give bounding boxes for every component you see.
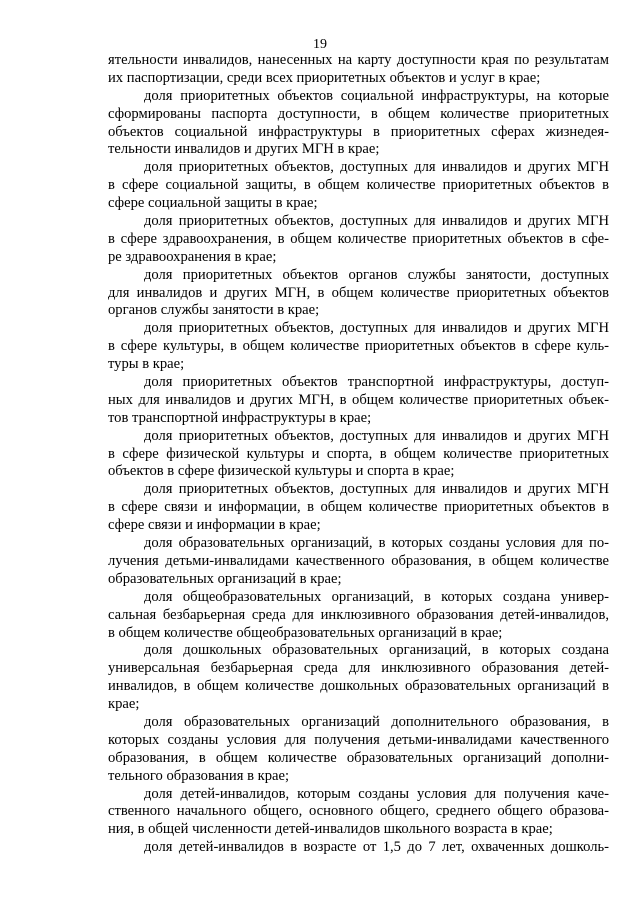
text-line: ных для инвалидов и других МГН, в общем количестве приоритетных объек- [108,391,609,408]
text-line: доля дошкольных образовательных организаций, в которых создана [144,642,609,659]
paragraph [108,159,609,213]
text-line: объектов социальной инфраструктуры в приоритетных сферах жизнедея- [108,123,609,140]
text-line: доля общеобразовательных организаций, в которых создана универ- [144,588,609,605]
text-line: доля приоритетных объектов, доступных для инвалидов и других МГН [144,427,609,444]
text-line: доля приоритетных объектов органов службы занятости, доступных [144,266,609,283]
text-line: сфере социальной защиты в крае; [108,195,318,212]
paragraph [108,428,609,482]
paragraph [108,267,609,321]
text-line: образовательных организаций в крае; [108,570,342,587]
text-line: образования, в общем количестве образовательных организаций дополни- [108,749,609,766]
text-line: в сфере физической культуры и спорта, в общем количестве приоритетных [108,445,609,462]
text-line: доля приоритетных объектов, доступных для инвалидов и других МГН [144,213,609,230]
text-line: лучения детьми-инвалидами качественного образования, в общем количестве [108,552,609,569]
text-line: туры в крае; [108,356,185,373]
text-line: тельности инвалидов и других МГН в крае; [108,141,380,158]
text-line: для инвалидов и других МГН, в общем количестве приоритетных объектов [108,284,609,301]
text-line: доля образовательных организаций, в которых созданы условия для по- [144,535,609,552]
text-line: доля детей-инвалидов, которым созданы условия для получения каче- [144,785,609,802]
text-line: тов транспортной инфраструктуры в крае; [108,409,372,426]
text-line: тельного образования в крае; [108,767,290,784]
paragraph [108,213,609,267]
text-line: ния, в общей численности детей-инвалидов школьного возраста в крае; [108,821,553,838]
text-line: в сфере культуры, в общем количестве приоритетных объектов в сфере куль- [108,338,609,355]
text-line: ственного начального общего, основного общего, среднего общего образова- [108,803,609,820]
text-line: сформированы паспорта доступности, в общем количестве приоритетных [108,105,609,122]
text-line: доля приоритетных объектов, доступных для инвалидов и других МГН [144,320,609,337]
text-line: крае; [108,696,140,713]
text-line: универсальная безбарьерная среда для инклюзивного образования детей- [108,660,609,677]
text-line: в сфере социальной защиты, в общем количестве приоритетных объектов в [108,177,609,194]
paragraph [108,642,609,714]
paragraph [108,535,609,589]
text-line: которых созданы условия для получения детьми-инвалидами качественного [108,731,609,748]
text-line: ре здравоохранения в крае; [108,248,277,265]
text-line: в сфере здравоохранения, в общем количестве приоритетных объектов в сфе- [108,230,609,247]
text-line: доля образовательных организаций дополнительного образования, в [144,713,609,730]
paragraph [108,88,609,160]
text-line: сфере связи и информации в крае; [108,517,321,534]
text-line: объектов в сфере физической культуры и спорта в крае; [108,463,455,480]
text-line: доля приоритетных объектов, доступных для инвалидов и других МГН [144,159,609,176]
document-body [108,52,609,857]
text-line: сальная безбарьерная среда для инклюзивного образования детей-инвалидов, [108,606,609,623]
paragraph [108,786,609,840]
text-line: доля детей-инвалидов в возрасте от 1,5 до 7 лет, охваченных дошколь- [144,839,609,856]
text-line: ятельности инвалидов, нанесенных на карту доступности края по результатам [108,52,609,68]
paragraph [108,714,609,786]
text-line: доля приоритетных объектов транспортной инфраструктуры, доступ- [144,374,609,391]
text-line: органов службы занятости в крае; [108,302,320,319]
text-line: доля приоритетных объектов, доступных для инвалидов и других МГН [144,481,609,498]
paragraph [108,589,609,643]
text-line: инвалидов, в общем количестве дошкольных образовательных организаций в [108,678,609,695]
paragraph [108,52,609,88]
paragraph [108,374,609,428]
page-number: 19 [313,37,327,52]
paragraph [108,320,609,374]
paragraph [108,481,609,535]
text-line: в сфере связи и информации, в общем количестве приоритетных объектов в [108,499,609,516]
text-line: их паспортизации, среди всех приоритетных объектов и услуг в крае; [108,69,541,86]
text-line: в общем количестве общеобразовательных организаций в крае; [108,624,503,641]
text-line: доля приоритетных объектов социальной инфраструктуры, на которые [144,87,609,104]
paragraph [108,839,609,857]
